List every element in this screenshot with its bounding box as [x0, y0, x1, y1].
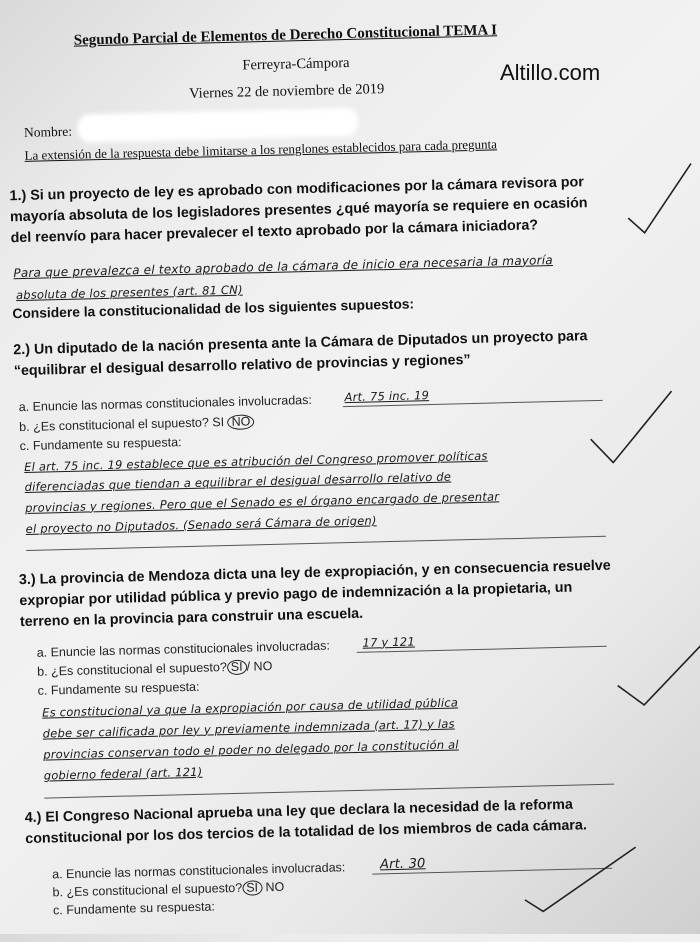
- q3-a-label: a. Enuncie las normas constitucionales involucradas:: [36, 638, 331, 660]
- q2-a-label: a. Enuncie las normas constitucionales involucradas:: [18, 392, 313, 415]
- q3-answer-line-1: Es constitucional ya que la expropiación por causa de utilidad pública: [42, 695, 459, 720]
- checkmark-icon: [585, 387, 677, 469]
- q4-c-label: c. Fundamente su respuesta:: [52, 899, 216, 918]
- q4-a-label: a. Enuncie las normas constitucionales involucradas:: [51, 860, 346, 882]
- consider-instruction: Considere la constitucionalidad de los siguientes supuestos:: [12, 296, 415, 322]
- question-3: 3.) La provincia de Mendoza dicta una ley de expropiación, y en consecuencia resuelve expropiar por utilidad pública y previo pago de indemnización a la propietaria, un terreno en la provincia para construir una escuela.: [18, 557, 611, 631]
- q4-b-label-no: NO: [265, 879, 285, 895]
- q3-c-label: c. Fundamente su respuesta:: [37, 679, 200, 698]
- q4-b-row: [52, 880, 284, 901]
- question-2: 2.) Un diputado de la nación presenta ante la Cámara de Diputados un proyecto para “equilibrar el desigual desarrollo relativo de provincias y regiones”: [13, 328, 588, 380]
- checkmark-icon: [520, 843, 642, 916]
- q3-b-label: b. ¿Es constitucional el supuesto?: [37, 660, 228, 679]
- watermark: Altillo.com: [500, 60, 601, 85]
- q4-a-answer: Art. 30: [379, 856, 426, 873]
- exam-title: Segundo Parcial de Elementos de Derecho Constitucional TEMA I: [73, 22, 498, 49]
- q4-b-label: b. ¿Es constitucional el supuesto?: [52, 880, 243, 900]
- q3-answer-line-3: provincias conservan todo el poder no delegado por la constitución al: [43, 737, 459, 762]
- q2-a-answer: Art. 75 inc. 19: [344, 388, 430, 405]
- redacted-name: [78, 108, 359, 143]
- q2-c-label: c. Fundamente su respuesta:: [19, 435, 182, 454]
- question-4: 4.) El Congreso Nacional aprueba una ley que declara la necesidad de la reforma constitucional por los dos tercios de la totalidad de los miembros de cada cámara.: [24, 796, 588, 848]
- q2-b-choice: NO: [227, 414, 254, 430]
- name-label: Nombre:: [23, 123, 73, 140]
- q2-b-label: b. ¿Es constitucional el supuesto? SI: [19, 415, 225, 435]
- q1-answer-line-2: absoluta de los presentes (art. 81 CN): [15, 282, 243, 303]
- q2-answer-line-2: diferenciadas que tiendan a equilibrar el desigual desarrollo relativo de: [24, 469, 452, 494]
- checkmark-icon: [613, 641, 700, 713]
- q2-answer-line-3: provincias y regiones. Pero que el Senado es el órgano encargado de presentar: [25, 489, 500, 515]
- instruction: La extensión de la respuesta debe limitarse a los renglones establecidos para cada pregunta: [24, 136, 498, 163]
- q2-b-row: [19, 414, 255, 435]
- q3-answer-line-2: debe ser calificada por ley y previamente indemnizada (art. 17) y las: [42, 716, 455, 741]
- q2-empty-rule: [26, 536, 606, 551]
- q3-answer-line-4: gobierno federal (art. 121): [43, 764, 203, 783]
- checkmark-icon: [625, 162, 697, 239]
- q3-a-answer: 17 y 121: [362, 634, 416, 650]
- q3-b-row: [37, 659, 273, 680]
- q2-answer-line-4: el proyecto no Diputados. (Senado será Cámara de origen): [25, 513, 377, 536]
- exam-date: Viernes 22 de noviembre de 2019: [188, 81, 385, 102]
- q4-b-choice: SI: [242, 880, 262, 895]
- question-1: 1.) Si un proyecto de ley es aprobado con modificaciones por la cámara revisora por mayoría absoluta de los legisladores presentes ¿qué mayoría se requiere en ocasión del reenvío para hacer prevalecer el texto aprobado por la cámara iniciadora?: [9, 174, 588, 247]
- q2-answer-line-1: El art. 75 inc. 19 establece que es atribución del Congreso promover políticas: [24, 448, 488, 474]
- q1-answer-line-1: Para que prevalezca el texto aprobado de la cámara de inicio era necesaria la mayoría: [13, 253, 554, 281]
- professors: Ferreyra-Cámpora: [242, 54, 350, 74]
- q3-b-label-no: / NO: [246, 658, 273, 674]
- q3-b-choice: SI: [227, 660, 247, 675]
